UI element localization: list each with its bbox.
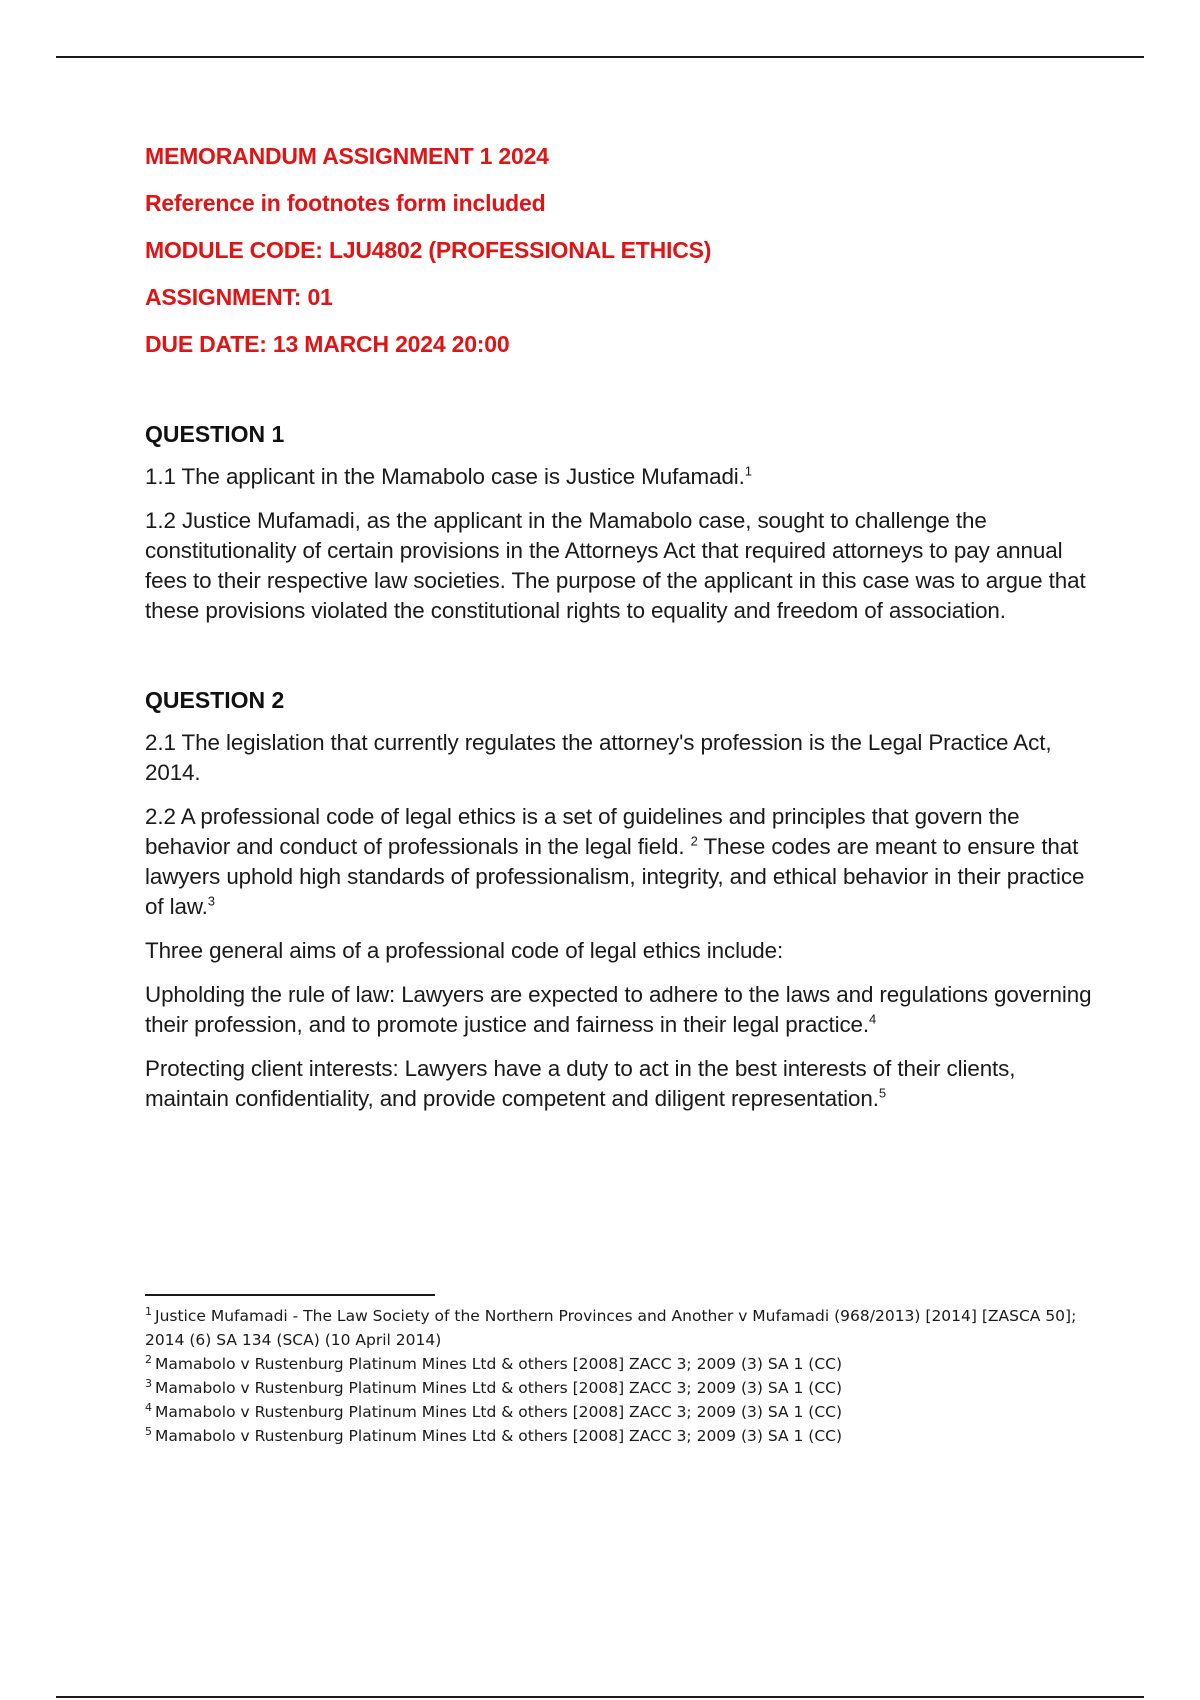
footnote-4-number: 4 [145, 1400, 152, 1414]
footnote-2-text: Mamabolo v Rustenburg Platinum Mines Ltd & others [2008] ZACC 3; 2009 (3) SA 1 (CC) [155, 1355, 843, 1373]
footnote-ref-4[interactable]: 4 [869, 1011, 877, 1027]
aims-intro: Three general aims of a professional code of legal ethics include: [145, 938, 784, 963]
footnote-3-number: 3 [145, 1376, 152, 1390]
footnote-2-number: 2 [145, 1352, 152, 1366]
memo-title: MEMORANDUM ASSIGNMENT 1 2024 [145, 143, 549, 169]
memo-header [145, 142, 1095, 358]
footnote-ref-3[interactable]: 3 [207, 893, 215, 909]
question-2-heading: QUESTION 2 [145, 687, 285, 713]
footnote-4-text: Mamabolo v Rustenburg Platinum Mines Ltd & others [2008] ZACC 3; 2009 (3) SA 1 (CC) [155, 1403, 843, 1421]
aim-rule-of-law [145, 980, 1095, 1040]
footnote-ref-1[interactable]: 1 [744, 463, 752, 479]
answer-2-2-text-a: 2.2 A professional code of legal ethics is a set of guidelines and principles that govern the behavior and conduct of professionals in the legal field. [145, 804, 1020, 859]
aim-client-interests [145, 1054, 1095, 1114]
bottom-rule [56, 1696, 1144, 1698]
footnote-ref-5[interactable]: 5 [878, 1085, 886, 1101]
footnote-4 [145, 1400, 1085, 1424]
memo-due-date: DUE DATE: 13 MARCH 2024 20:00 [145, 331, 510, 357]
footnote-2 [145, 1352, 1085, 1376]
aim-rule-of-law-text: Upholding the rule of law: Lawyers are expected to adhere to the laws and regulations governing their profession, and to promote justice and fairness in their legal practice. [145, 982, 1092, 1037]
footnotes-section [145, 1304, 1085, 1448]
footnote-5 [145, 1424, 1085, 1448]
aim-client-interests-text: Protecting client interests: Lawyers have a duty to act in the best interests of their clients, maintain confidentiality, and provide competent and diligent representation. [145, 1056, 1016, 1111]
question-1-heading: QUESTION 1 [145, 421, 285, 447]
answer-2-1: 2.1 The legislation that currently regulates the attorney's profession is the Legal Practice Act, 2014. [145, 730, 1052, 785]
footnote-5-number: 5 [145, 1424, 152, 1438]
footnote-1 [145, 1304, 1085, 1352]
footnote-separator [145, 1294, 435, 1296]
footnote-5-text: Mamabolo v Rustenburg Platinum Mines Ltd & others [2008] ZACC 3; 2009 (3) SA 1 (CC) [155, 1427, 843, 1445]
footnote-1-number: 1 [145, 1304, 152, 1318]
answer-1-1-text: 1.1 The applicant in the Mamabolo case is Justice Mufamadi. [145, 464, 745, 489]
footnote-3-text: Mamabolo v Rustenburg Platinum Mines Ltd & others [2008] ZACC 3; 2009 (3) SA 1 (CC) [155, 1379, 843, 1397]
footnote-1-text: Justice Mufamadi - The Law Society of the Northern Provinces and Another v Mufamadi (968/2013) [2014] [ZASCA 50]; 2014 (6) SA 134 (SCA) (10 April 2014) [145, 1307, 1077, 1349]
document-body [145, 142, 1095, 1114]
memo-module-code: MODULE CODE: LJU4802 (PROFESSIONAL ETHICS) [145, 237, 712, 263]
footnote-ref-2[interactable]: 2 [690, 833, 698, 849]
answer-2-2 [145, 802, 1095, 922]
answer-2-2-text-b: These codes are meant to ensure that lawyers uphold high standards of professionalism, integrity, and ethical behavior in their practice of law. [145, 834, 1085, 919]
memo-assignment-number: ASSIGNMENT: 01 [145, 284, 333, 310]
answer-1-1 [145, 462, 1095, 492]
answer-1-2: 1.2 Justice Mufamadi, as the applicant in the Mamabolo case, sought to challenge the constitutionality of certain provisions in the Attorneys Act that required attorneys to pay annual fees to their respective law societies. The purpose of the applicant in this case was to argue that these provisions violated the constitutional rights to equality and freedom of association. [145, 508, 1086, 623]
footnote-3 [145, 1376, 1085, 1400]
top-rule [56, 56, 1144, 58]
memo-reference-note: Reference in footnotes form included [145, 190, 546, 216]
